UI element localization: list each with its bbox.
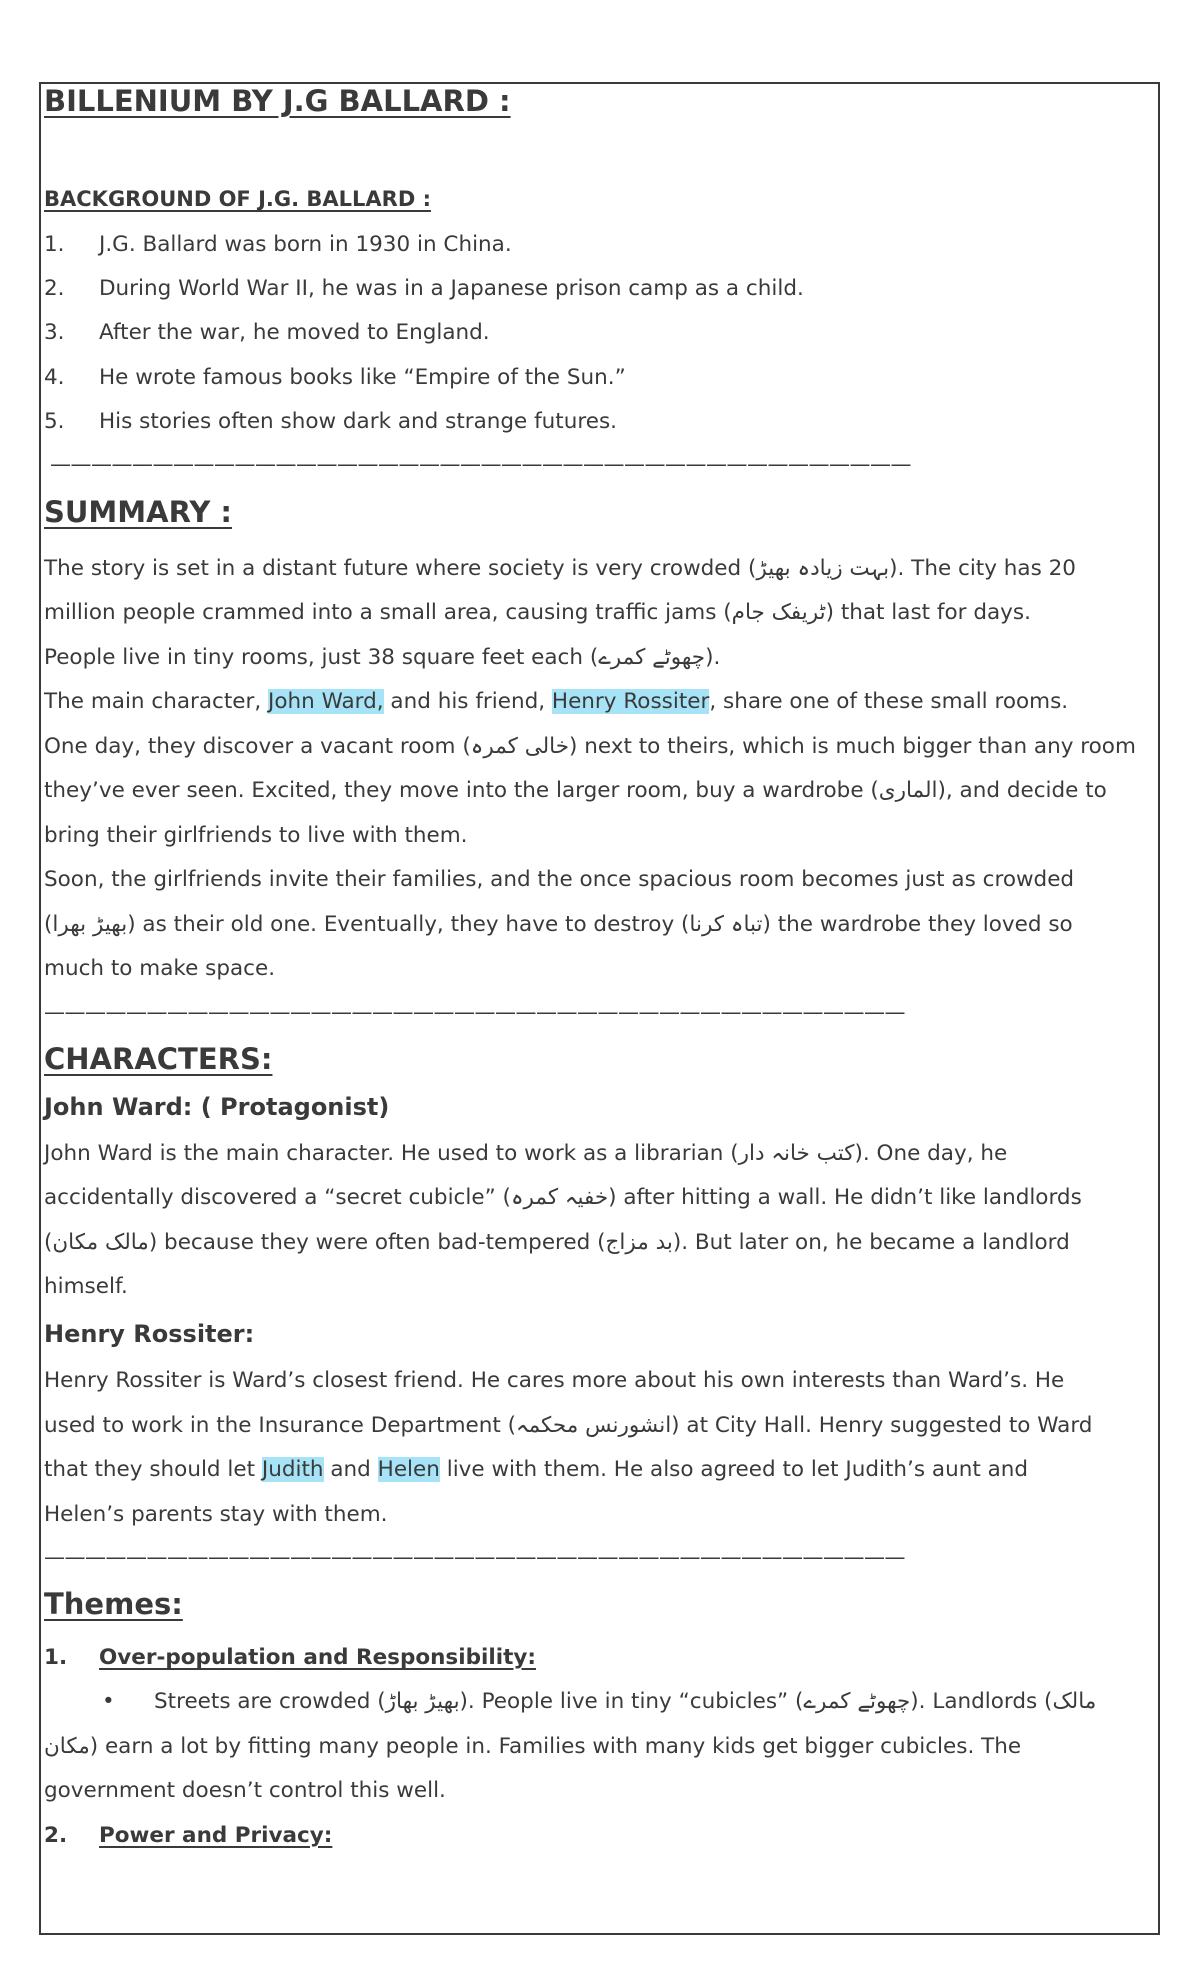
character-line: Helen’s parents stay with them. — [44, 1502, 388, 1527]
highlight-henry-rossiter: Henry Rossiter — [551, 689, 710, 714]
character-line: (مالک مکان) because they were often bad-tempered (بد مزاج). But later on, he became a landlord — [44, 1230, 1070, 1255]
list-item: 2. During World War II, he was in a Japanese prison camp as a child. — [44, 276, 804, 301]
highlight-john-ward: John Ward, — [268, 689, 384, 714]
summary-line: million people crammed into a small area, causing traffic jams (ٹریفک جام) that last for days. — [44, 600, 1031, 625]
themes-heading: Themes: — [44, 1587, 183, 1621]
character-line: himself. — [44, 1274, 128, 1299]
summary-line: much to make space. — [44, 956, 276, 981]
character-line: John Ward is the main character. He used to work as a librarian (کتب خانہ دار). One day, he — [44, 1141, 1008, 1166]
summary-line: they’ve ever seen. Excited, they move into the larger room, buy a wardrobe (الماری), and decide to — [44, 778, 1107, 803]
theme-bullet-line: مکان) earn a lot by fitting many people in. Families with many kids get bigger cubicles. The — [44, 1734, 1022, 1759]
summary-line: One day, they discover a vacant room (خالی کمرہ) next to theirs, which is much bigger than any room — [44, 734, 1136, 759]
list-item: 1. J.G. Ballard was born in 1930 in China. — [44, 232, 512, 257]
theme-bullet-line: • Streets are crowded (بھیڑ بھاڑ). People live in tiny “cubicles” (چھوٹے کمرے). Landlords (مالک — [102, 1689, 1097, 1714]
background-heading: BACKGROUND OF J.G. BALLARD : — [44, 187, 431, 211]
list-item: 3. After the war, he moved to England. — [44, 320, 490, 345]
character-line: used to work in the Insurance Department (انشورنس محکمہ) at City Hall. Henry suggested to Ward — [44, 1413, 1093, 1438]
summary-heading: SUMMARY : — [44, 495, 233, 529]
summary-line: The main character, John Ward, and his friend, Henry Rossiter, share one of these small rooms. — [44, 689, 1069, 714]
summary-line: The story is set in a distant future where society is very crowded (بہت زیادہ بھیڑ). The city has 20 — [44, 556, 1076, 581]
separator: —————————————————————————————————————————— — [44, 1000, 905, 1024]
summary-line: Soon, the girlfriends invite their families, and the once spacious room becomes just as crowded — [44, 867, 1075, 892]
character-line: Henry Rossiter is Ward’s closest friend. He cares more about his own interests than Ward’s. He — [44, 1368, 1065, 1393]
separator: —————————————————————————————————————————— — [44, 1545, 905, 1569]
highlight-judith: Judith — [261, 1457, 324, 1482]
separator: —————————————————————————————————————————— — [50, 452, 911, 476]
highlight-helen: Helen — [377, 1457, 440, 1482]
character-name-henry-rossiter: Henry Rossiter: — [44, 1320, 255, 1348]
list-item: 4. He wrote famous books like “Empire of the Sun.” — [44, 365, 626, 390]
character-line: that they should let Judith and Helen live with them. He also agreed to let Judith’s aunt and — [44, 1457, 1029, 1482]
theme-item: 2. Power and Privacy: — [44, 1823, 333, 1848]
summary-line: (بھیڑ بھرا) as their old one. Eventually, they have to destroy (تباہ کرنا) the wardrobe they loved so — [44, 912, 1073, 937]
character-name-john-ward: John Ward: ( Protagonist) — [44, 1093, 390, 1121]
list-item: 5. His stories often show dark and strange futures. — [44, 409, 617, 434]
page-title: BILLENIUM BY J.G BALLARD : — [44, 84, 511, 118]
character-line: accidentally discovered a “secret cubicle” (خفیہ کمرہ) after hitting a wall. He didn’t like landlords — [44, 1185, 1082, 1210]
characters-heading: CHARACTERS: — [44, 1042, 273, 1076]
summary-line: bring their girlfriends to live with them. — [44, 823, 468, 848]
summary-line: People live in tiny rooms, just 38 square feet each (چھوٹے کمرے). — [44, 645, 721, 670]
theme-item: 1. Over-population and Responsibility: — [44, 1645, 536, 1670]
theme-bullet-line: government doesn’t control this well. — [44, 1778, 446, 1803]
